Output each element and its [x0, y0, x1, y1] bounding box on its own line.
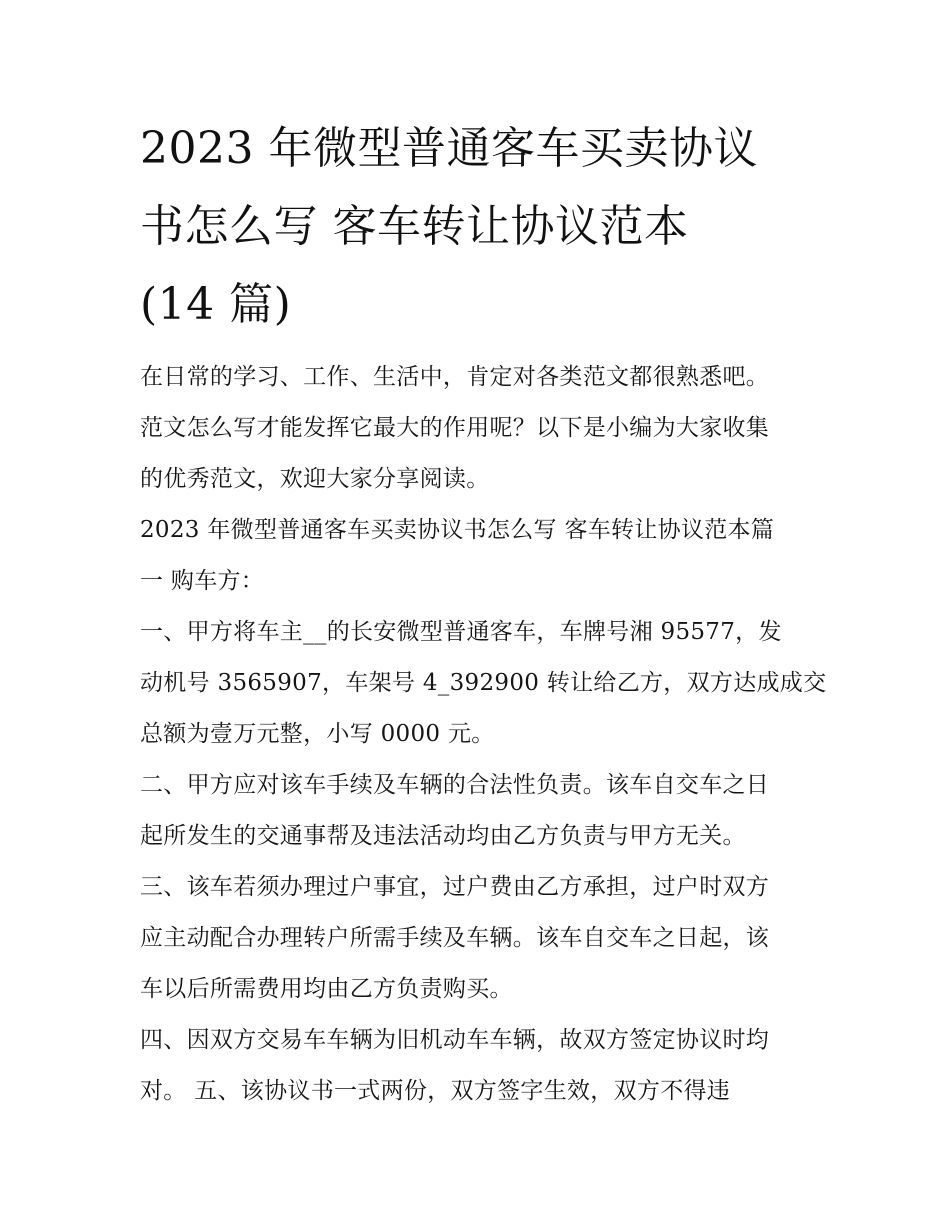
document-title [140, 110, 820, 344]
text-line: 范文怎么写才能发挥它最大的作用呢？以下是小编为大家收集 [140, 415, 770, 441]
document-content [140, 110, 827, 1117]
text-line: 一 购车方： [140, 568, 265, 594]
text-line: 对。 五、该协议书一式两份，双方签字生效，双方不得违 [140, 1078, 731, 1104]
clause-2-paragraph [140, 760, 820, 862]
section-heading-paragraph [140, 505, 820, 607]
clause-1-paragraph [140, 607, 827, 760]
title-line-2: 书怎么写 客车转让协议范本 [140, 201, 689, 252]
text-line: 一、甲方将车主__的长安微型普通客车，车牌号湘 95577，发 [140, 619, 782, 645]
text-line: 2023 年微型普通客车买卖协议书怎么写 客车转让协议范本篇 [140, 517, 775, 543]
text-line: 动机号 3565907，车架号 4_392900 转让给乙方，双方达成成交 [140, 670, 827, 696]
text-line: 三、该车若须办理过户事宜，过户费由乙方承担，过户时双方 [140, 874, 770, 900]
title-line-1: 2023 年微型普通客车买卖协议 [140, 123, 758, 174]
text-line: 四、因双方交易车车辆为旧机动车车辆，故双方签定协议时均 [140, 1027, 770, 1053]
text-line: 总额为壹万元整，小写 0000 元。 [140, 721, 495, 747]
intro-paragraph [140, 352, 820, 505]
text-line: 的优秀范文，欢迎大家分享阅读。 [140, 466, 490, 492]
document-body [140, 352, 827, 1117]
text-line: 车以后所需费用均由乙方负责购买。 [140, 976, 513, 1002]
clause-4-paragraph [140, 1015, 820, 1117]
text-line: 应主动配合办理转户所需手续及车辆。该车自交车之日起，该 [140, 925, 770, 951]
title-line-3: (14 篇) [140, 279, 292, 330]
text-line: 在日常的学习、工作、生活中，肯定对各类范文都很熟悉吧。 [140, 364, 770, 390]
text-line: 二、甲方应对该车手续及车辆的合法性负责。该车自交车之日 [140, 772, 770, 798]
text-line: 起所发生的交通事帮及违法活动均由乙方负责与甲方无关。 [140, 823, 746, 849]
clause-3-paragraph [140, 862, 820, 1015]
